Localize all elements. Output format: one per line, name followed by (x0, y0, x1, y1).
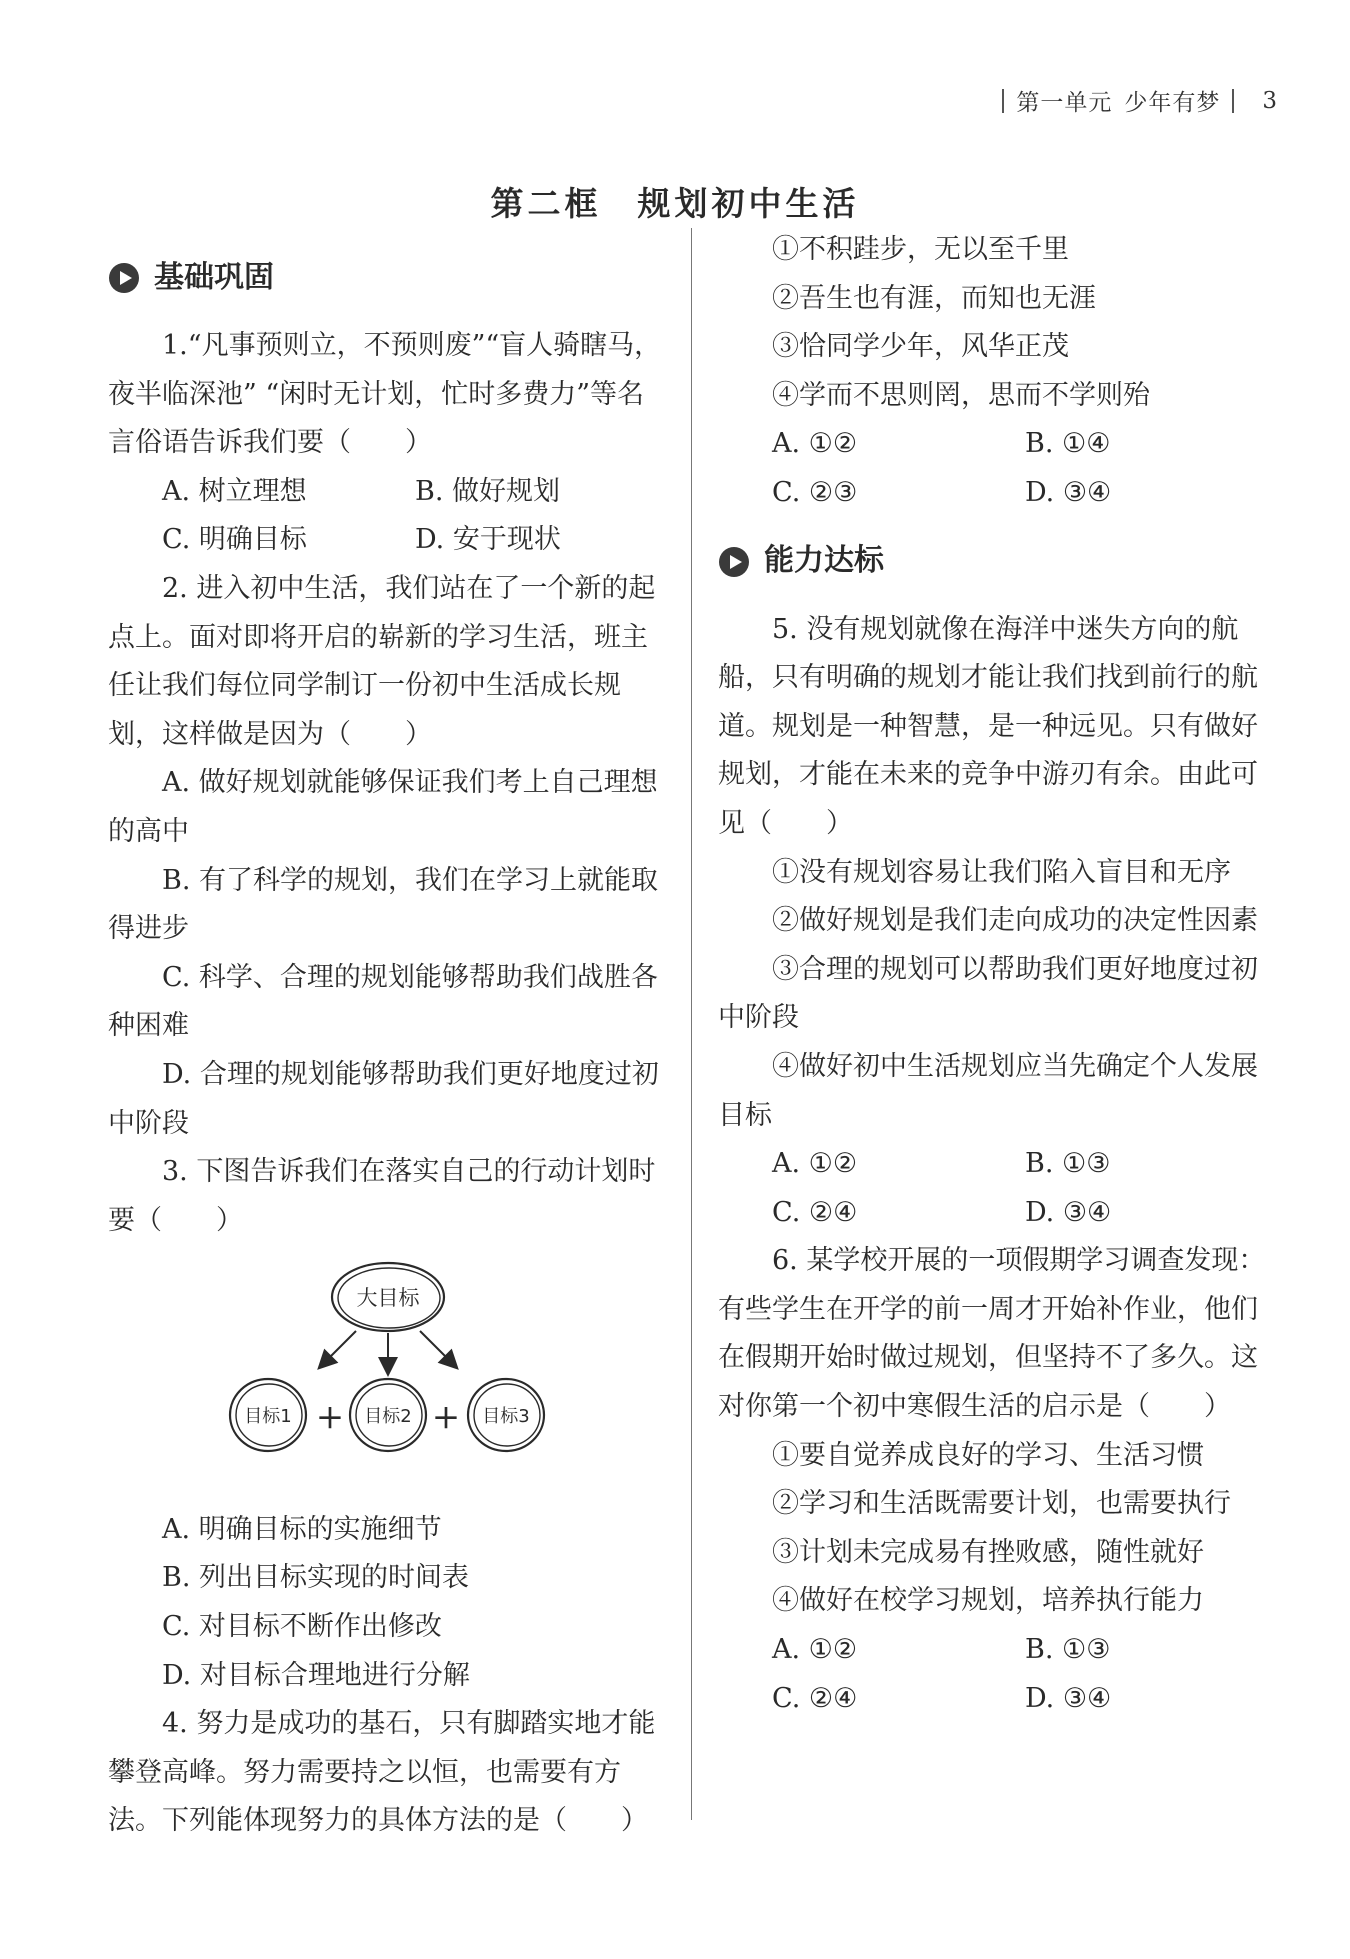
big-goal-label: 大目标 (356, 1286, 420, 1311)
frame-name: 规划初中生活 (637, 184, 860, 223)
section-heading-ability (718, 532, 1278, 592)
option-d: D. ③④ (1025, 1682, 1112, 1714)
option-a: A. ①② (772, 428, 858, 460)
option-d: D. 安于现状 (415, 524, 561, 556)
arrow (320, 1331, 356, 1367)
plus-sign: + (315, 1397, 345, 1438)
option-a: A. 树立理想 (162, 475, 307, 507)
big-goal-node (332, 1263, 444, 1331)
running-header (1002, 84, 1278, 117)
option-d: D. 合理的规划能够帮助我们更好地度过初中阶段 (108, 1058, 659, 1139)
page-number: 3 (1262, 87, 1278, 114)
statement-1: ①没有规划容易让我们陷入盲目和无序 (772, 856, 1231, 888)
frame-label: 第二框 (490, 184, 602, 223)
statement-3: ③合理的规划可以帮助我们更好地度过初中阶段 (718, 953, 1258, 1034)
option-c: C. ②④ (772, 1682, 858, 1714)
question-stem: 6. 某学校开展的一项假期学习调查发现：有些学生在开学的前一周才开始补作业，他们在假期开始时做过规划，但坚持不了多久。这对你第一个初中寒假生活的启示是（ ） (718, 1245, 1266, 1423)
option-d: D. ③④ (1025, 1196, 1112, 1228)
option-c: C. 科学、合理的规划能够帮助我们战胜各种困难 (108, 961, 658, 1042)
statement-2: ②吾生也有涯，而知也无涯 (772, 282, 1096, 314)
section-title: 基础巩固 (154, 259, 274, 295)
statement-4: ④做好初中生活规划应当先确定个人发展目标 (718, 1050, 1258, 1131)
option-row (718, 1626, 1278, 1675)
header-divider (1232, 89, 1234, 113)
option-a: A. ①② (772, 1148, 858, 1180)
right-column (718, 226, 1278, 1723)
goal-3-node (468, 1379, 544, 1451)
plus-sign: + (431, 1397, 461, 1438)
option-row (718, 1140, 1278, 1189)
goal-breakdown-diagram (108, 1253, 668, 1483)
question-stem: 1.“凡事预则立，不预则废”“盲人骑瞎马，夜半临深池” “闲时无计划，忙时多费力”等名言俗语告诉我们要（ ） (108, 330, 662, 459)
statement-4: ④做好在校学习规划，培养执行能力 (772, 1585, 1204, 1617)
arrow (420, 1331, 456, 1367)
statement-2: ②做好规划是我们走向成功的决定性因素 (772, 905, 1258, 937)
goal-1-label: 目标1 (244, 1406, 292, 1428)
header-divider (1002, 89, 1004, 113)
statement-3: ③计划未完成易有挫败感，随性就好 (772, 1536, 1204, 1568)
column-divider (691, 228, 692, 1820)
option-b: B. 有了科学的规划，我们在学习上就能取得进步 (108, 864, 659, 945)
option-b: B. ①④ (1025, 428, 1111, 460)
play-circle-icon (108, 262, 140, 294)
question-stem: 4. 努力是成功的基石，只有脚踏实地才能攀登高峰。努力需要持之以恒，也需要有方法。下列能体现努力的具体方法的是（ ） (108, 1708, 656, 1837)
question-stem: 2. 进入初中生活，我们站在了一个新的起点上。面对即将开启的崭新的学习生活，班主任让我们每位同学制订一份初中生活成长规划，这样做是因为（ ） (108, 572, 656, 750)
option-d: D. ③④ (1025, 476, 1112, 508)
option-c: C. ②③ (772, 476, 858, 508)
question-stem: 5. 没有规划就像在海洋中迷失方向的航船，只有明确的规划才能让我们找到前行的航道。规划是一种智慧，是一种远见。只有做好规划，才能在未来的竞争中游刃有余。由此可见（ ） (718, 613, 1258, 839)
goal-3-label: 目标3 (482, 1406, 530, 1428)
section-title: 能力达标 (764, 543, 884, 579)
play-circle-icon (718, 546, 750, 578)
option-row (718, 1189, 1278, 1238)
statement-2: ②学习和生活既需要计划，也需要执行 (772, 1488, 1231, 1520)
option-b: B. 列出目标实现的时间表 (162, 1562, 470, 1594)
statement-3: ③恰同学少年，风华正茂 (772, 331, 1069, 363)
statement-1: ①要自觉养成良好的学习、生活习惯 (772, 1439, 1204, 1471)
page-title (0, 178, 1350, 225)
question-stem: 3. 下图告诉我们在落实自己的行动计划时要（ ） (108, 1156, 656, 1236)
option-row (108, 516, 668, 565)
option-a: A. 做好规划就能够保证我们考上自己理想的高中 (108, 767, 658, 847)
header-theme: 少年有梦 (1124, 90, 1221, 116)
section-heading-basic (108, 248, 668, 308)
option-row (718, 469, 1278, 518)
option-a: A. ①② (772, 1634, 858, 1666)
option-row (108, 468, 668, 517)
option-c: C. ②④ (772, 1196, 858, 1228)
statement-4: ④学而不思则罔，思而不学则殆 (772, 379, 1150, 411)
option-c: C. 明确目标 (162, 524, 307, 556)
goal-2-node (350, 1379, 426, 1451)
option-c: C. 对目标不断作出修改 (162, 1611, 442, 1643)
header-unit: 第一单元 (1016, 90, 1113, 116)
goal-2-label: 目标2 (364, 1406, 412, 1428)
option-b: B. ①③ (1025, 1148, 1111, 1180)
goal-1-node (230, 1379, 306, 1451)
statement-1: ①不积跬步，无以至千里 (772, 234, 1069, 265)
option-d: D. 对目标合理地进行分解 (162, 1659, 470, 1691)
option-row (718, 1675, 1278, 1724)
option-row (718, 420, 1278, 469)
left-column (108, 248, 668, 1846)
option-b: B. 做好规划 (415, 475, 561, 507)
option-b: B. ①③ (1025, 1634, 1111, 1666)
option-a: A. 明确目标的实施细节 (162, 1513, 442, 1545)
